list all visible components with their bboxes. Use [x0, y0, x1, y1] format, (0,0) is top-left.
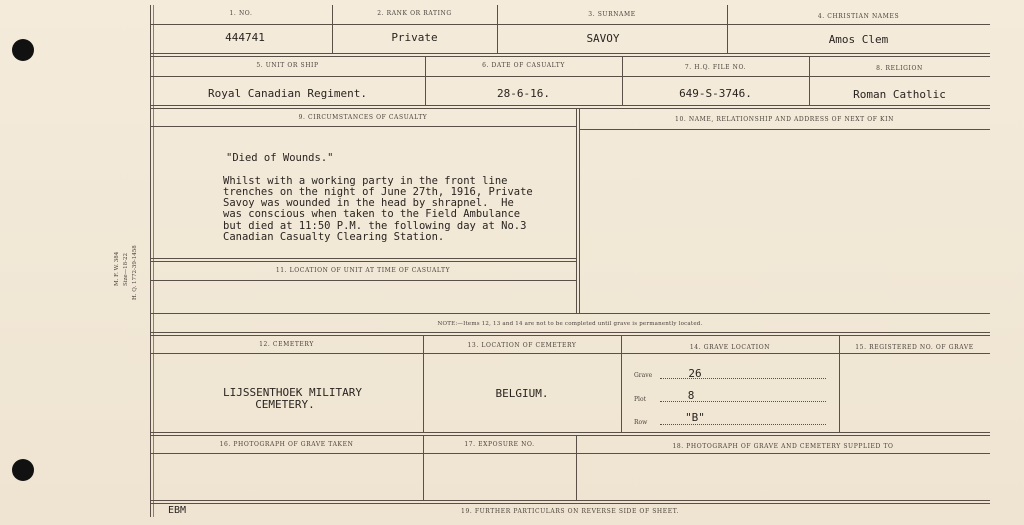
label-file: 7. H.Q. FILE NO.	[684, 64, 747, 71]
grave-value: 26	[688, 367, 702, 380]
plot-value: 8	[687, 389, 695, 402]
label-exposure: 17. EXPOSURE NO.	[464, 441, 535, 448]
label-surname: 3. SURNAME	[588, 11, 636, 18]
label-location-unit: 11. LOCATION OF UNIT AT TIME OF CASUALTY	[275, 267, 451, 274]
circumstances-line-6: Canadian Casualty Clearing Station.	[223, 231, 445, 243]
circumstances-line-3: Savoy was wounded in the head by shrapnel. He	[223, 197, 514, 209]
circumstances-line-1: Whilst with a working party in the front line	[223, 175, 508, 187]
grave-label: Grave	[634, 372, 653, 379]
date-value: 28-6-16.	[497, 87, 550, 100]
cemetery-value-line-1: LIJSSENTHOEK MILITARY	[222, 386, 363, 399]
label-circumstances: 9. CIRCUMSTANCES OF CASUALTY	[298, 114, 428, 121]
surname-value: SAVOY	[586, 32, 620, 45]
label-photo-taken: 16. PHOTOGRAPH OF GRAVE TAKEN	[219, 441, 354, 448]
label-unit: 5. UNIT OR SHIP	[256, 62, 319, 69]
file-value: 649-S-3746.	[679, 87, 752, 100]
label-christian-names: 4. CHRISTIAN NAMES	[817, 13, 900, 20]
label-date: 6. DATE OF CASUALTY	[482, 62, 565, 69]
label-location-cemetery: 13. LOCATION OF CEMETERY	[467, 342, 577, 349]
religion-value: Roman Catholic	[853, 88, 946, 101]
circumstances-line-5: but died at 11:50 P.M. the following day at No.3	[223, 220, 527, 232]
label-religion: 8. RELIGION	[876, 65, 923, 72]
rank-value: Private	[391, 31, 438, 44]
label-grave-location: 14. GRAVE LOCATION	[689, 344, 771, 351]
label-next-of-kin: 10. NAME, RELATIONSHIP AND ADDRESS OF NEXT OF KIN	[675, 116, 894, 123]
footer-note: 19. FURTHER PARTICULARS ON REVERSE SIDE OF SHEET.	[461, 508, 679, 515]
label-rank: 2. RANK OR RATING	[377, 10, 452, 17]
cemetery-value-line-2: CEMETERY.	[255, 398, 315, 411]
label-cemetery: 12. CEMETERY	[259, 341, 314, 348]
christian-names-value: Amos Clem	[828, 33, 889, 46]
row-label: Row	[634, 419, 648, 426]
footer-initials: EBM	[168, 505, 187, 516]
unit-value: Royal Canadian Regiment.	[208, 87, 367, 100]
note-text: NOTE:—Items 12, 13 and 14 are not to be completed until grave is permanently located.	[437, 321, 703, 327]
punch-hole-bottom	[12, 459, 34, 481]
service-number: 444741	[225, 31, 265, 44]
punch-hole-top	[12, 39, 34, 61]
circumstances-line-4: was conscious when taken to the Field Ambulance	[223, 208, 521, 220]
label-photo-supplied: 18. PHOTOGRAPH OF GRAVE AND CEMETERY SUPPLIED TO	[672, 443, 894, 450]
row-value: "B"	[685, 411, 705, 424]
label-no: 1. NO.	[229, 10, 253, 17]
form-code: M. F. W. 384 Size—18-22 H. Q. 1772-39-1458	[114, 245, 138, 300]
location-cemetery-value: BELGIUM.	[495, 387, 549, 400]
plot-label: Plot	[634, 396, 646, 403]
circumstances-line-2: trenches on the night of June 27th, 1916, Private	[223, 186, 533, 198]
label-registered: 15. REGISTERED NO. OF GRAVE	[855, 344, 974, 351]
circumstances-title: "Died of Wounds."	[226, 152, 334, 164]
